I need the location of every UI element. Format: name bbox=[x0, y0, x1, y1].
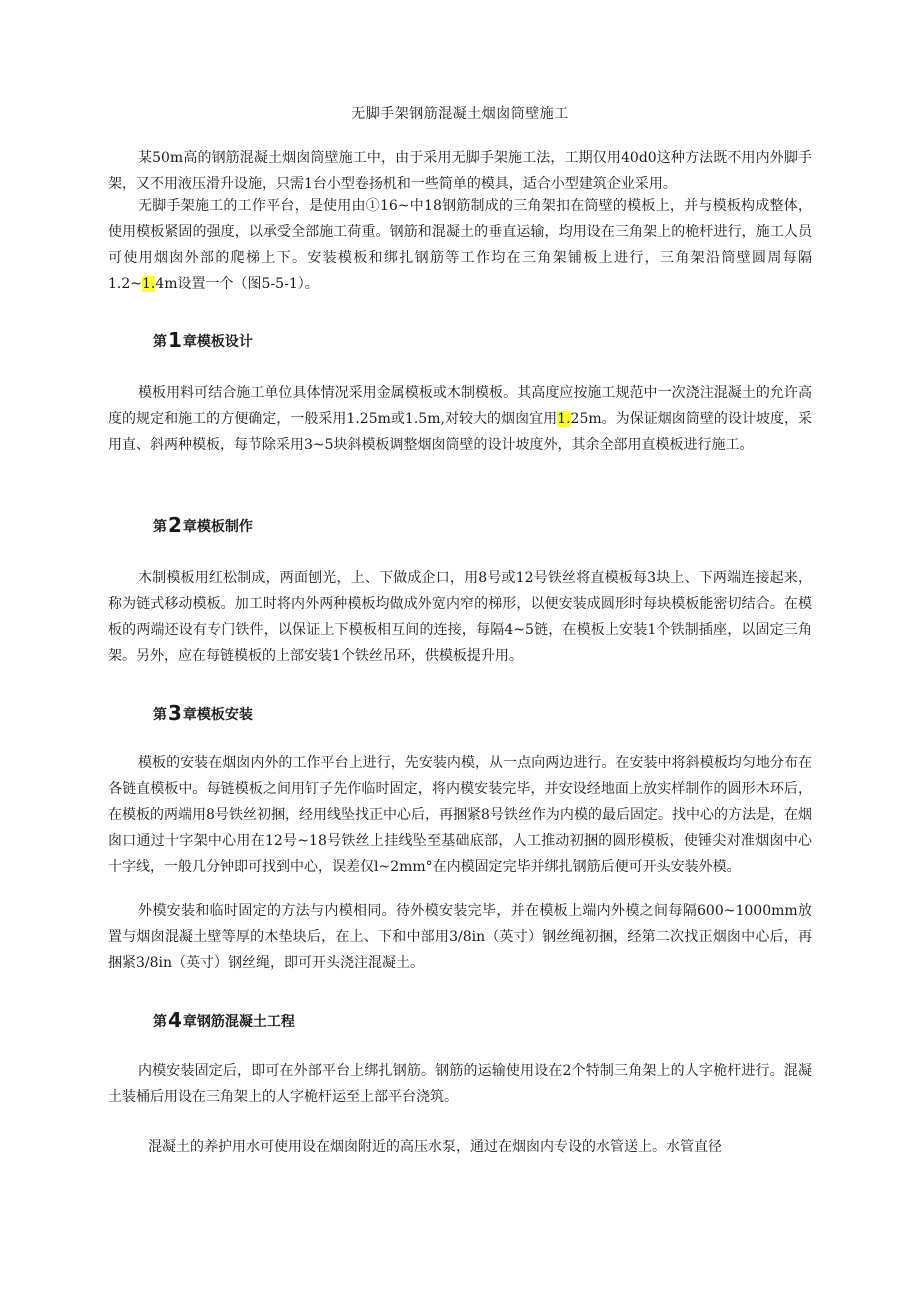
chapter-2-paragraph-1: 木制模板用红松制成，两面刨光，上、下做成企口，用8号或12号铁丝将直模板每3块上、下两端连接起来，称为链式移动模板。加工时将内外两种模板均做成外宽内窄的梯形，以便安装成圆形时每块模板能密切结合。在模板的两端还设有专门铁件，以保证上下模板相互间的连接，每隔4~5链，在模板上安装1个铁制插座，以固定三角架。另外，应在每链模板的上部安装1个铁丝吊环，供模板提升用。 bbox=[108, 570, 812, 664]
chapter-1-paragraph-1: 模板用料可结合施工单位具体情况采用金属模板或木制模板。其高度应按施工规范中一次浇注混凝土的允许高度的规定和施工的方便确定，一般采用1.25m或1.5m,对较大的烟囱宜用1.25m。为保证烟囱筒壁的设计坡度，采用直、斜两种模板，每节除采用3~5块斜模板调整烟囱筒壁的设计坡度外，其余全部用直模板进行施工。 bbox=[108, 385, 813, 453]
chapter-4-paragraph-2: 混凝土的养护用水可使用设在烟囱附近的高压水泵，通过在烟囱内专设的水管送上。水管直径 bbox=[148, 1139, 722, 1155]
chapter-heading-3: 第3章模板安装 bbox=[153, 701, 253, 725]
highlighted-text: 1. bbox=[557, 411, 571, 427]
intro-paragraph-2 bbox=[108, 193, 812, 297]
chapter-3-paragraph-1: 模板的安装在烟囱内外的工作平台上进行，先安装内模，从一点向两边进行。在安装中将斜模板均匀地分布在各链直模板中。每链模板之间用钉子先作临时固定，将内模安装完毕，并安设经地面上放实样制作的圆形木环后，在模板的两端用8号铁丝初捆，经用线坠找正中心后，再捆紧8号铁丝作为内模的最后固定。找中心的方法是，在烟囱口通过十字架中心用在12号~18号铁丝上挂线坠至基础底部，人工推动初捆的圆形模板，使锤尖对准烟囱中心十字线，一般几分钟即可找到中心，误差仅l~2mm°在内模固定完毕并绑扎钢筋后便可开头安装外模。 bbox=[108, 755, 812, 875]
chapter-heading-4: 第4章钢筋混凝土工程 bbox=[153, 1008, 295, 1032]
intro-paragraph-1: 某50m高的钢筋混凝土烟囱筒壁施工中，由于采用无脚手架施工法，工期仅用40d0这种方法既不用内外脚手架，又不用液压滑升设施，只需1台小型卷扬机和一些简单的模具，适合小型建筑企业采用。 bbox=[108, 150, 812, 192]
chapter-4-paragraph-1: 内模安装固定后，即可在外部平台上绑扎钢筋。钢筋的运输使用设在2个特制三角架上的人字桅杆进行。混凝土装桶后用设在三角架上的人字桅杆运至上部平台浇筑。 bbox=[108, 1063, 812, 1105]
intro-paragraph-2-text-end: 4m设置一个（图5-5-1）。 bbox=[155, 276, 319, 292]
chapter-3-paragraph-2: 外模安装和临时固定的方法与内模相同。待外模安装完毕，并在模板上端内外模之间每隔600~1000mm放置与烟囱混凝土壁等厚的木垫块后，在上、下和中部用3/8in（英寸）钢丝绳初捆，经第二次找正烟囱中心后，再捆紧3/8in（英寸）钢丝绳，即可开头浇注混凝土。 bbox=[108, 903, 812, 971]
chapter-heading-2: 第2章模板制作 bbox=[153, 513, 253, 537]
intro-paragraph-2-text: 无脚手架施工的工作平台，是使用由①16~中18钢筋制成的三角架扣在筒壁的模板上，并与模板构成整体，使用模板紧固的强度，以承受全部施工荷重。钢筋和混凝土的垂直运输，均用设在三角架上的桅杆进行，施工人员可使用烟囱外部的爬梯上下。安装模板和绑扎钢筋等工作均在三角架铺板上进行，三角架沿筒壁圆周每隔1.2~ bbox=[108, 198, 812, 292]
highlighted-text: 1. bbox=[142, 276, 156, 292]
chapter-heading-1: 第1章模板设计 bbox=[153, 328, 253, 352]
document-title: 无脚手架钢筋混凝土烟囱筒壁施工 bbox=[351, 106, 569, 122]
